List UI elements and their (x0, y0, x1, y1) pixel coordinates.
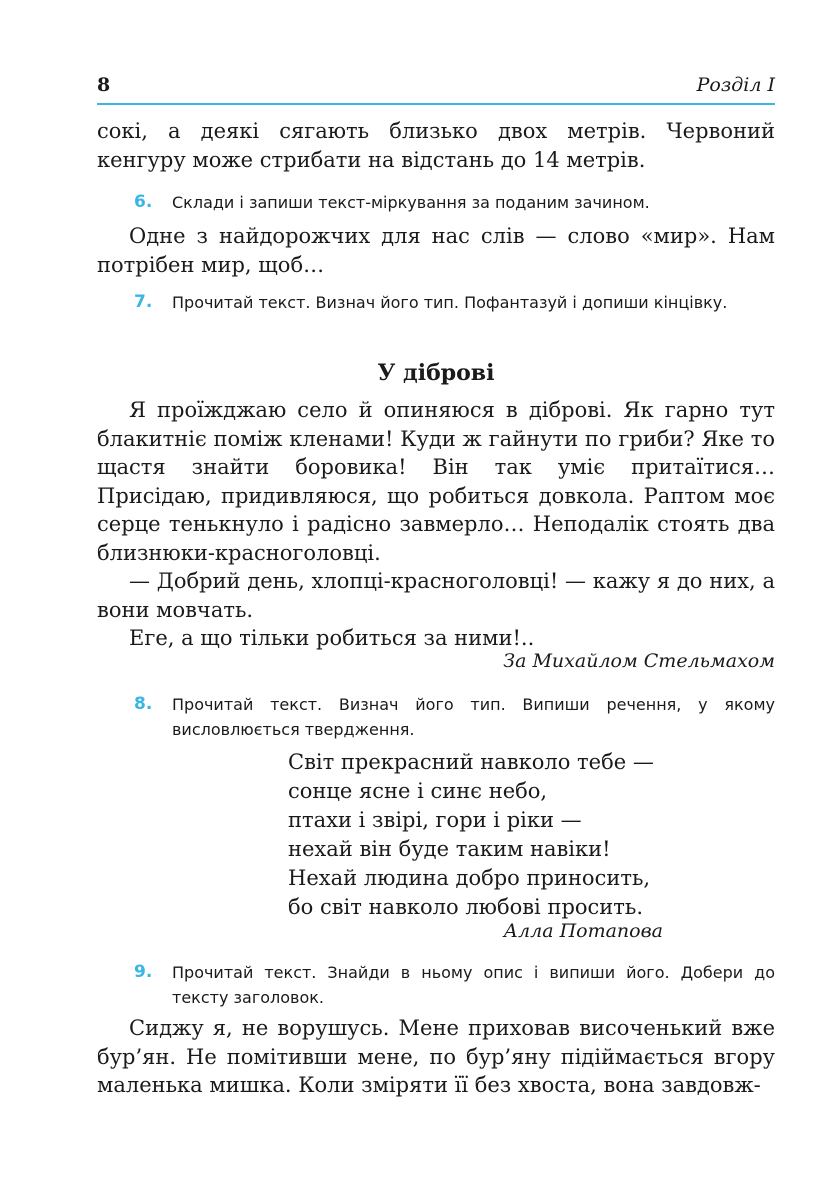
continuation-text (97, 117, 775, 174)
page-number: 8 (97, 74, 111, 96)
poem-line: Світ прекрасний навколо тебе — (288, 750, 654, 774)
poem-line: птахи і звірі, гори і ріки — (288, 808, 582, 832)
poem-author: Алла Потапова (503, 920, 663, 942)
header-divider (97, 103, 775, 105)
task-8 (134, 692, 775, 742)
task-9-paragraph: Сиджу я, не ворушусь. Мене приховав височенький вже бур’ян. Не помітивши мене, по бур’яну підіймається вгору маленька мишка. Коли зміряти її без хвоста, вона завдовж- (97, 1016, 775, 1097)
task-instruction: Прочитай текст. Знайди в ньому опис і випиши його. Добери до тексту заголовок. (172, 963, 775, 1007)
task-number: 6. (134, 192, 153, 212)
continuation-paragraph: cокі, а деякі сягають близько двох метрів. Червоний кенгуру може стрибати на відстань до 14 метрів. (97, 119, 775, 172)
task-number: 7. (134, 292, 153, 312)
section-title: Розділ I (696, 74, 775, 96)
poem-line: бо світ навколо любові просить. (288, 895, 644, 919)
poem-line: сонце ясне і синє небо, (288, 779, 548, 803)
task-instruction: Прочитай текст. Визнач його тип. Випиши речення, у якому висловлюється твердження. (172, 695, 775, 739)
task-6-prompt: Одне з найдорожчих для нас слів — слово «мир». Нам потрібен мир, щоб… (97, 224, 775, 277)
task-6-body (97, 222, 775, 279)
task-7 (134, 290, 775, 315)
story-title: У діброві (377, 360, 495, 386)
story-paragraph: Еге, а що тільки робиться за ними!.. (129, 626, 535, 650)
task-6 (134, 190, 775, 215)
poem-line: нехай він буде таким навіки! (288, 837, 611, 861)
story-text (97, 396, 775, 653)
task-number: 9. (134, 962, 153, 982)
story-paragraph: — Добрий день, хлопці-красноголовці! — кажу я до них, а вони мовчать. (97, 569, 775, 622)
poem-line: Нехай людина добро приносить, (288, 866, 651, 890)
story-author: За Михайлом Стельмахом (503, 650, 775, 672)
task-instruction: Прочитай текст. Визнач його тип. Пофантазуй і допиши кінцівку. (172, 293, 728, 312)
task-number: 8. (134, 694, 153, 714)
page-header (97, 72, 775, 96)
task-instruction: Склади і запиши текст-міркування за поданим зачином. (172, 193, 650, 212)
task-9-body (97, 1014, 775, 1100)
poem (288, 748, 668, 922)
story-paragraph: Я проїжджаю село й опиняюся в діброві. Як гарно тут блакитніє поміж кленами! Куди ж гайнути по гриби? Яке то щастя знайти боровика! Він так уміє притаїтися… Присідаю, придивляюся, що робиться довкола. Раптом моє серце тенькнуло і радісно завмерло… Неподалік стоять два близнюки-красноголовці. (97, 398, 775, 565)
task-9 (134, 960, 775, 1010)
